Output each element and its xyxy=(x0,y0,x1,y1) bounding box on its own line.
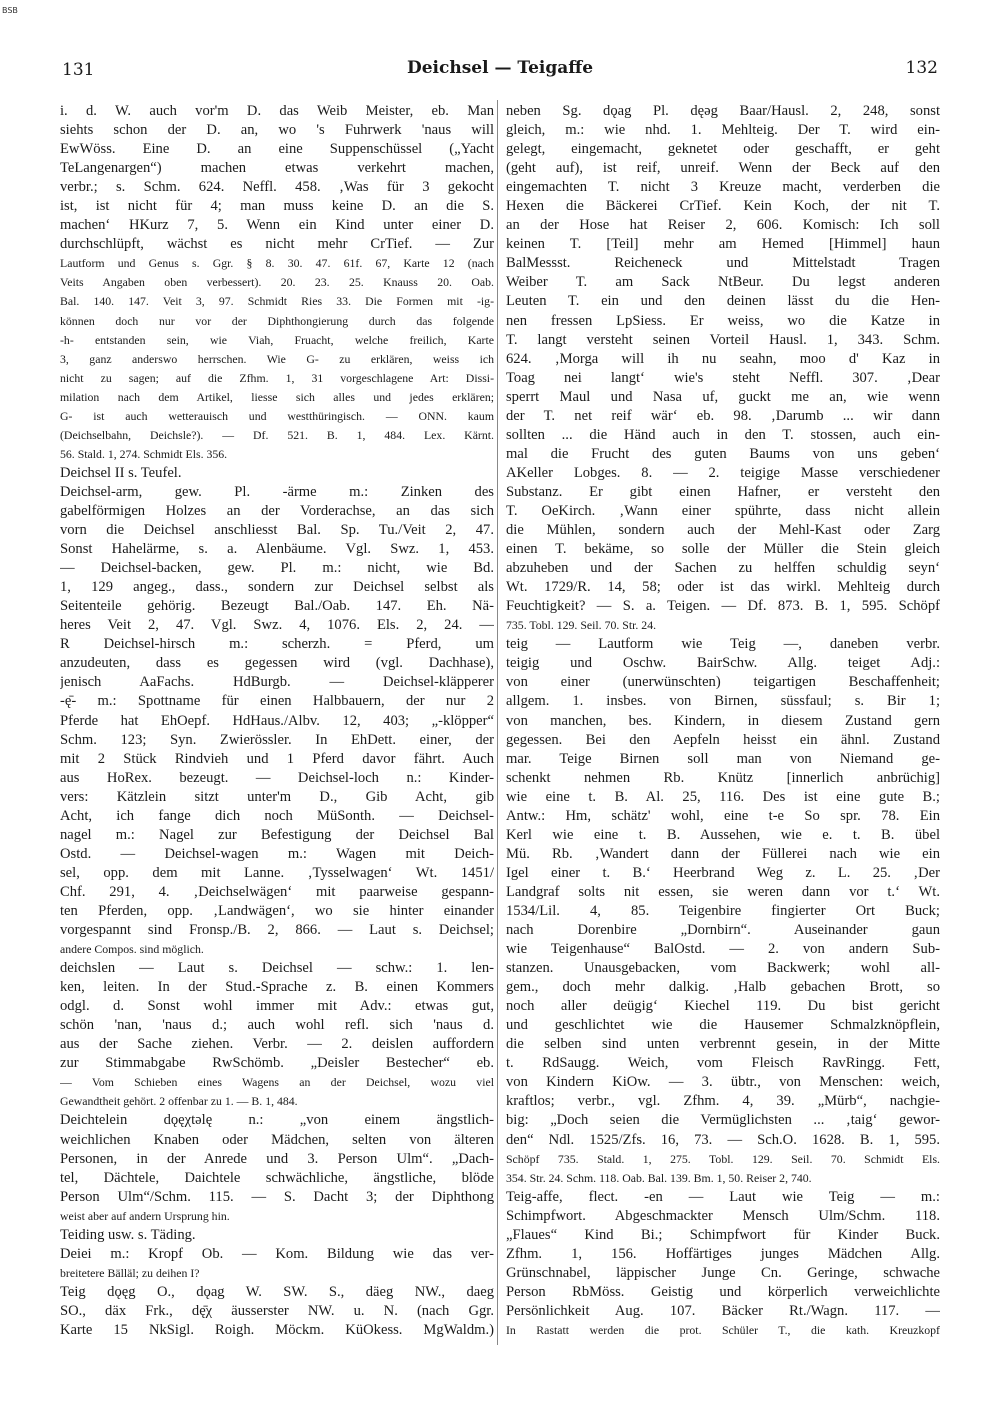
text-line: ist, ist nicht für 4; man muss keine D. an die S. xyxy=(60,198,494,215)
text-line: Kerl wie eine t. B. Aussehen, wie e. t. B. übel xyxy=(506,826,940,843)
text-line: allgem. 1. insbes. von Birnen, süssfaul; s. Bir 1; xyxy=(506,693,940,710)
text-line: jenisch AaFachs. HdBurgb. — Deichsel-kläpperer xyxy=(60,674,494,691)
text-line: tel, Dächtele, Daichtele schwächliche, ängstliche, blöde xyxy=(60,1169,494,1186)
text-line: Chf. 291, 4. ‚Deichselwägen‘ mit paarweise gespann- xyxy=(60,883,494,900)
text-line: mar. Teige Birnen soll man von Niemand ge- xyxy=(506,750,940,767)
text-line: eingemachten T. nicht 3 Kreuze macht, verderben die xyxy=(506,179,940,196)
text-line: breitetere Bälläl; zu deihen I? xyxy=(60,1265,200,1280)
text-line: vers: Kätzlein sitzt unter'm D., Gib Acht, gib xyxy=(60,788,494,805)
library-stamp-text: BSB xyxy=(2,6,18,15)
text-line: gabelförmigen Holzes an der Vorderachse, an das sich xyxy=(60,502,494,519)
text-line: schenkt nehmen Rb. Knütz [innerlich anbrüchig] xyxy=(506,769,940,786)
text-line: milation nach dem Artikel, liesse sich alles und jedes erklären; xyxy=(60,389,494,404)
text-line: Teig dǫęg O., dǫag W. SW. S., däeg NW., daeg xyxy=(60,1283,494,1300)
text-line: den“ Ndl. 1525/Zfs. 16, 73. — Sch.O. 1628. B. 1, 595. xyxy=(506,1131,940,1148)
text-line: kraftlos; verbr., vgl. Zfhm. 4, 39. „Mürb“, nachgie- xyxy=(506,1093,940,1110)
text-line: weist aber auf andern Ursprung hin. xyxy=(60,1208,230,1223)
text-line: vorn die Deichsel anschliesst Bal. Sp. Tu./Veit 2, 47. xyxy=(60,522,494,539)
text-line: Toag nei langt‘ wie's steht Neffl. 307. ‚Dear xyxy=(506,369,940,386)
text-line: verbr.; s. Schm. 624. Neffl. 458. ‚Was für 3 gekocht xyxy=(60,179,494,196)
text-line: weichlichen Knaben oder Mädchen, selten von älteren xyxy=(60,1131,494,1148)
text-line: der T. net reif wär‘ eb. 98. ‚Darumb ... wir dann xyxy=(506,407,940,424)
text-line: Zfhm. 1, 156. Hoffärtiges junges Mädchen Allg. xyxy=(506,1245,940,1262)
text-line: t. RdSaugg. Weich, vom Fleisch RavRingg. Fett, xyxy=(506,1055,940,1072)
text-line: Hexen die Bäckerei CrTief. Kein Koch, der nit T. xyxy=(506,198,940,215)
text-line: neben Sg. dǫag Pl. dęǝg Baar/Hausl. 2, 248, sonst xyxy=(506,103,940,119)
text-line: teigig und Oschw. BairSchw. Allg. teiget Adj.: xyxy=(506,655,940,672)
text-line: (Deichselbahn, Deichsle?). — Df. 521. B. 1, 484. Lex. Kärnt. xyxy=(60,427,494,442)
text-line: AKeller Lobges. 8. — 2. teigige Masse verschiedener xyxy=(506,464,940,481)
right-column xyxy=(506,102,940,1340)
text-line: Weiber T. am Sack NtBeur. Du legst anderen xyxy=(506,274,940,291)
text-line: können doch nur vor der Diphthongierung durch das folgende xyxy=(60,313,494,328)
text-line: nagel m.: Nagel zur Befestigung der Deichsel Bal xyxy=(60,826,494,843)
text-line: ken, leiten. In der Stud.-Sprache z. B. einen Kommers xyxy=(60,979,494,996)
text-line: Ostd. — Deichsel-wagen m.: Wagen mit Deich- xyxy=(60,845,494,862)
text-line: die selben sind unten verbrennt gesein, in der Mitte xyxy=(506,1036,940,1053)
text-line: nen fressen LpSiess. Er weiss, wo die Katze in xyxy=(506,312,940,329)
text-line: deichslen — Laut s. Deichsel — schw.: 1. len- xyxy=(60,960,494,977)
text-line: gleich, m.: wie nhd. 1. Mehlteig. Der T. wird ein- xyxy=(506,122,940,139)
text-line: Feuchtigkeit? — S. a. Teigen. — Df. 873. B. 1, 595. Schöpf xyxy=(506,598,940,615)
text-line: vorgespannt sind Fronsp./B. 2, 866. — Laut s. Deichsel; xyxy=(60,922,494,939)
text-line: „Flaues“ Kind Bi.; Schimpfwort für Kinder Buck. xyxy=(506,1226,940,1243)
text-line: Antw.: Hm, schätz' wohl, eine t-e So spr. 78. Ein xyxy=(506,807,940,824)
text-line: Acht, ich fange dich noch MüSonth. — Deichsel- xyxy=(60,807,494,824)
text-line: Grünschnabel, läppischer Junge Cn. Geringe, schwache xyxy=(506,1264,940,1281)
column-divider xyxy=(497,100,498,1345)
text-line: gegessen. Bei den Aepfeln heisst ein ähnl. Zustand xyxy=(506,731,940,748)
text-line: zur Stimmabgabe RwSchömb. „Deisler Bestecher“ eb. xyxy=(60,1055,494,1072)
text-line: T. langt versteht seinen Vorteil Hausl. 1, 343. Schm. xyxy=(506,331,940,348)
text-line: Deichsel-arm, gew. Pl. -ärme m.: Zinken des xyxy=(60,483,494,500)
text-line: sperrt Maul und Nasa uf, guckt me an, wie wenn xyxy=(506,388,940,405)
text-line: wie eine t. B. Al. 25, 116. Des ist eine gute B.; xyxy=(506,788,940,805)
text-line: Leuten T. ein und den deinen lässt du die Hen- xyxy=(506,293,940,310)
text-line: R Deichsel-hirsch m.: scherzh. = Pferd, um xyxy=(60,636,494,653)
text-line: und geschlichtet wie die Hausemer Schmalzknöpflein, xyxy=(506,1017,940,1034)
page-number-right: 132 xyxy=(905,58,938,78)
text-line: 354. Str. 24. Schm. 118. Oab. Bal. 139. Bm. 1, 50. Reiser 2, 740. xyxy=(506,1170,812,1185)
text-line: Teiding usw. s. Täding. xyxy=(60,1226,196,1243)
text-line: Landgraf solts nit essen, sie weren dann vor t.‘ Wt. xyxy=(506,883,940,900)
text-line: mal die Frucht des guten Baums von uns geben‘ xyxy=(506,445,940,462)
text-line: nicht zu sagen; auf die Zfhm. 1, 31 vorgeschlagene Art: Dissi- xyxy=(60,370,494,385)
text-line: Person RbMöss. Geistig und körperlich verweichlichte xyxy=(506,1283,940,1300)
text-line: einen T. bekäme, so solle der Müller die Stein gleich xyxy=(506,541,940,558)
text-line: i. d. W. auch vor'm D. das Weib Meister, eb. Man xyxy=(60,103,494,119)
text-line: 624. ‚Morga will ih nu seahn, moo d' Kaz in xyxy=(506,350,940,367)
text-line: Karte 15 NkSigl. Roigh. Möckm. KüOkess. MgWaldm.) xyxy=(60,1322,494,1338)
text-line: anzudeuten, dass es gegessen wird (vgl. Dachhase), xyxy=(60,655,494,672)
text-line: odgl. d. Sonst wohl immer mit Adv.: etwas gut, xyxy=(60,998,494,1015)
text-line: Schöpf 735. Stald. 1, 275. Tobl. 129. Seil. 70. Schmidt Els. xyxy=(506,1151,940,1166)
text-line: T. OeKirch. ‚Wann einer spührte, dass nicht allein xyxy=(506,502,940,519)
text-line: 56. Stald. 1, 274. Schmidt Els. 356. xyxy=(60,446,228,461)
text-line: Mü. Rb. ‚Wandert dann der Füllerei nach wie ein xyxy=(506,845,940,862)
text-line: nach Dorenbire „Dornbirn“. Auseinander gaun xyxy=(506,922,940,939)
text-line: die Mühlen, sondern auch der Mehl-Kast oder Zarg xyxy=(506,522,940,539)
text-line: BalMessst. Reicheneck und Mittelstadt Tragen xyxy=(506,255,940,272)
text-line: ten Pferden, opp. ‚Landwägen‘, wo sie hinter einander xyxy=(60,902,494,919)
text-line: TeLangenargen“) machen etwas verkehrt machen, xyxy=(60,160,494,177)
text-line: schön 'nan, 'naus d.; auch wohl refl. sich 'naus d. xyxy=(60,1017,494,1034)
text-line: siehts schon der D. an, wo 's Fuhrwerk 'naus will xyxy=(60,122,494,139)
text-line: Wt. 1729/R. 14, 58; oder ist das wirkl. Mehlteig durch xyxy=(506,579,940,596)
text-line: Schimpfwort. Abgeschmackter Mensch Ulm/Schm. 118. xyxy=(506,1207,940,1224)
text-line: — Deichsel-backen, gew. Pl. m.: nicht, wie Bd. xyxy=(60,560,494,577)
text-line: machen‘ HKurz 7, 5. Wenn ein Kind unter einer D. xyxy=(60,217,494,234)
text-line: -h- entstanden sein, wie Viah, Fruacht, welche freilich, Karte xyxy=(60,332,494,347)
text-line: Gewandtheit gehört. 2 offenbar zu 1. — B. 1, 484. xyxy=(60,1094,298,1109)
text-line: 1, 129 angeg., dass., sondern zur Deichsel selbst als xyxy=(60,579,494,596)
text-line: aus der Sache ziehen. Verbr. — 2. deislen auffordern xyxy=(60,1036,494,1053)
text-line: 3, ganz anderswo herrschen. Wie G- zu erklären, weiss ich xyxy=(60,351,494,366)
text-line: aus HoRex. bezeugt. — Deichsel-loch n.: Kinder- xyxy=(60,769,494,786)
text-line: sel, opp. dem mit Lanne. ‚Tysselwagen‘ Wt. 1451/ xyxy=(60,864,494,881)
text-line: gem., doch mehr dalkig. ‚Halb gebachen Brott, so xyxy=(506,979,940,996)
text-line: keinen T. [Teil] mehr am Hemed [Himmel] haun xyxy=(506,236,940,253)
text-line: 1534/Lil. 4, 85. Teigenbire fingierter Ort Buck; xyxy=(506,902,940,919)
left-column xyxy=(60,102,494,1340)
text-line: Substanz. Er gibt einen Hafner, er versteht den xyxy=(506,483,940,500)
text-line: abzuheben und der Sachen zu helffen schuldig seyn‘ xyxy=(506,560,940,577)
text-line: Sonst Hahelärme, s. a. Alenbäume. Vgl. Swz. 1, 453. xyxy=(60,541,494,558)
text-line: Deiei m.: Kropf Ob. — Kom. Bildung wie das ver- xyxy=(60,1245,494,1262)
text-line: Personen, in der Anrede und 3. Person Ulm“. „Dach- xyxy=(60,1150,494,1167)
text-line: SO., däx Frk., dę̄χ äusserster NW. u. N. (nach Ggr. xyxy=(60,1302,494,1319)
text-line: -ę̄- m.: Spottname für einen Halbbauern, der nur 2 xyxy=(60,693,494,710)
text-line: Bal. 140. 147. Veit 3, 97. Schmidt Ries 33. Die Formen mit -ig- xyxy=(60,294,494,309)
text-line: gelegt, eingemacht, geknetet oder geschafft, er geht xyxy=(506,141,940,158)
text-line: (geht auf), ist reif, unreif. Wenn der Beck auf den xyxy=(506,160,940,177)
page-number-left: 131 xyxy=(62,60,95,80)
text-line: mit 2 Stück Rindvieh und 1 Pferd davor fährt. Auch xyxy=(60,750,494,767)
text-line: Seitenteile gehörig. Bezeugt Bal./Oab. 147. Eh. Nä- xyxy=(60,598,494,615)
text-line: noch aller deügig‘ Kiechel 119. Du bist gericht xyxy=(506,998,940,1015)
text-line: wie Teigenhause“ BalOstd. — 2. von andern Sub- xyxy=(506,941,940,958)
text-line: Person Ulm“/Schm. 115. — S. Dacht 3; der Diphthong xyxy=(60,1188,494,1205)
text-line: 735. Tobl. 129. Seil. 70. Str. 24. xyxy=(506,618,657,633)
text-line: EwWöss. Eine D. an eine Suppenschüssel („Yacht xyxy=(60,141,494,158)
text-line: Igel einer t. B.‘ Heerbrand Weg z. L. 25. ‚Der xyxy=(506,864,940,881)
text-line: — Vom Schieben eines Wagens an der Deichsel, wozu viel xyxy=(60,1075,494,1090)
text-line: von Kindern KiOw. — 3. übtr., von Menschen: weich, xyxy=(506,1074,940,1091)
text-line: Persönlichkeit Aug. 107. Bäcker Rt./Wagn. 117. — xyxy=(506,1302,940,1319)
text-line: Lautform und Genus s. Ggr. § 8. 30. 47. 61f. 67, Karte 12 (nach xyxy=(60,256,494,271)
text-line: In Rastatt werden die prot. Schüler T., die kath. Kreuzkopf xyxy=(506,1323,940,1337)
text-line: sollten ... die Händ auch in den T. stossen, auch ein- xyxy=(506,426,940,443)
text-line: durchschlüpft, wächst es nicht mehr CrTief. — Zur xyxy=(60,236,494,253)
text-line: andere Compos. sind möglich. xyxy=(60,942,204,957)
text-line: Veits Angaben oben verbessert). 20. 23. 25. Knauss 20. Oab. xyxy=(60,275,494,290)
text-line: von manchen, bes. Kindern, in diesem Zustand gern xyxy=(506,712,940,729)
text-line: stanzen. Unausgebacken, vom Backwerk; wohl all- xyxy=(506,960,940,977)
text-line: Deichtelein dǫęχtəlę n.: „von einem ängstlich- xyxy=(60,1112,494,1129)
text-line: Deichsel II s. Teufel. xyxy=(60,464,182,481)
text-line: von einer (unerwünschten) teigartigen Beschaffenheit; xyxy=(506,674,940,691)
page-title: Deichsel — Teigaffe xyxy=(406,58,594,78)
text-line: heres Veit 2, 47. Vgl. Swz. 4, 1076. Els. 2, 24. — xyxy=(60,617,494,634)
page-header xyxy=(60,58,940,82)
text-line: teig — Lautform wie Teig —, daneben verbr. xyxy=(506,636,940,653)
text-line: an der Hose hat Reiser 2, 606. Komisch: Ich soll xyxy=(506,217,940,234)
text-line: Pferde hat EhOepf. HdHaus./Albv. 12, 403; „-klöpper“ xyxy=(60,712,494,729)
text-line: G- ist auch wetterauisch und westthüringisch. — ONN. kaum xyxy=(60,408,494,423)
text-line: Schm. 123; Syn. Zwierössler. In EhDett. einer, der xyxy=(60,731,494,748)
text-line: big: „Doch seien die Vermüglichsten ... ‚taig‘ gewor- xyxy=(506,1112,940,1129)
text-line: Teig-affe, flect. -en — Laut wie Teig — m.: xyxy=(506,1188,940,1205)
